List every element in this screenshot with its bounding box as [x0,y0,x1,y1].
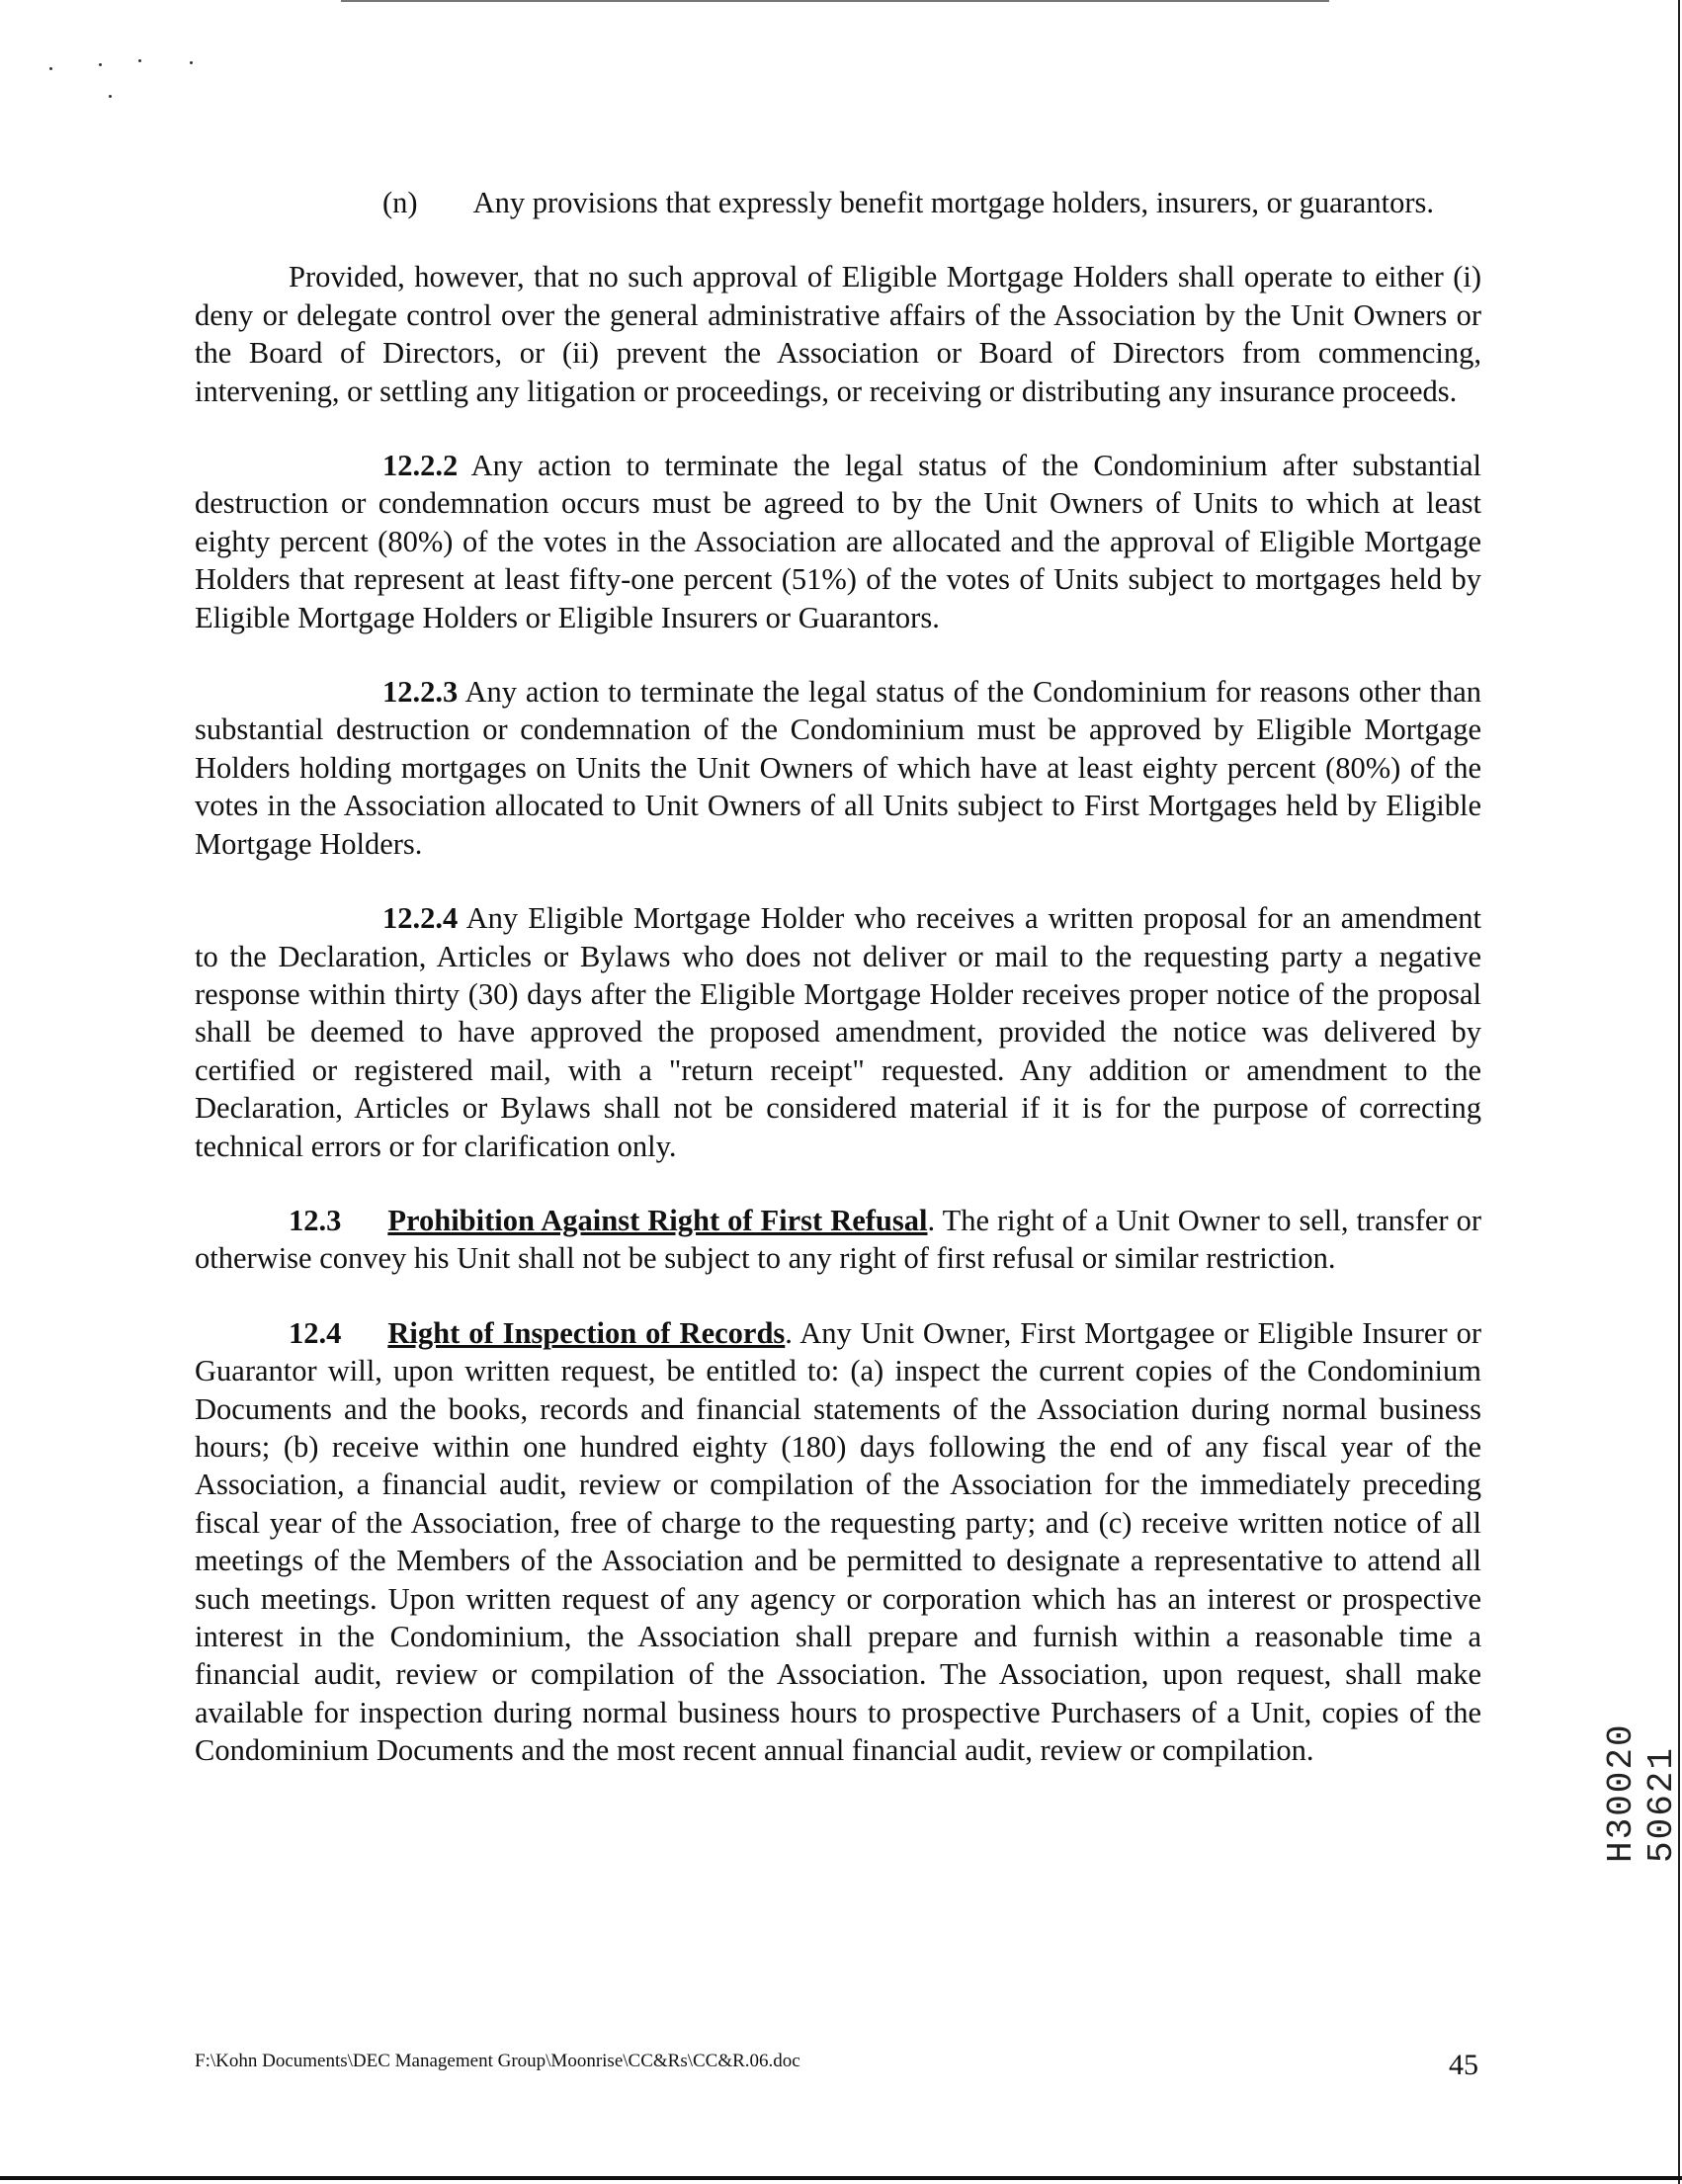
scan-speck [99,63,102,66]
bottom-edge-rule [0,2176,1682,2180]
item-text: Any provisions that expressly benefit mortgage holders, insurers, or guarantors. [472,186,1434,219]
section-number: 12.3 [289,1203,342,1237]
scan-speck [190,61,193,64]
scan-speck [138,59,141,62]
scan-speck [49,67,52,70]
paragraph-n [195,184,1481,221]
section-text: The right of a Unit Owner to sell, transfer or otherwise convey his Unit shall not be subject to any right of first refusal or similar restriction. [195,1203,1481,1276]
page-number: 45 [1449,2049,1478,2081]
section-12-2-2 [195,447,1481,636]
section-12-4: 12.4 Right of Inspection of Records. Any Unit Owner, First Mortgagee or Eligible Insurer or Guarantor will, upon written request, be entitled to: (a) inspect the current copies of the Condominium Documents and the books, records and financial statements of the Association during normal business hours; (b) receive within one hundred eighty (180) days following the end of any fiscal year of the Association, a financial audit, review or compilation of the Association for the immediately preceding fiscal year of the Association, free of charge to the requesting party; and (c) receive written notice of all meetings of the Members of the Association and be permitted to designate a representative to attend all such meetings. Upon written request of any agency or corporation which has an interest or prospective interest in the Condominium, the Association shall prepare and furnish within a reasonable time a financial audit, review or compilation of the Association. The Association, upon request, shall make available for inspection during normal business hours to prospective Purchasers of a Unit, copies of the Condominium Documents and the most recent annual financial audit, review or compilation. [195,1315,1481,1768]
section-text: Any action to terminate the legal status of the Condominium after substantial destruction or condemnation occurs must be agreed to by the Unit Owners of Units to which at least eighty percent (80%) of the votes in the Association are allocated and the approval of Eligible Mortgage Holders that represent at least fifty-one percent (51%) of the votes of Units subject to mortgages held by Eligible Mortgage Holders or Eligible Insurers or Guarantors. [195,449,1481,634]
section-title: Right of Inspection of Records [387,1315,786,1350]
section-12-2-3 [195,673,1481,863]
scan-speck [109,95,112,98]
top-rule [341,0,1329,2]
item-label: (n) [382,186,418,219]
document-body [195,184,1481,1770]
section-text: Any Eligible Mortgage Holder who receives a written proposal for an amendment to the Declaration, Articles or Bylaws who does not deliver or mail to the requesting party a negative response within thirty (30) days after the Eligible Mortgage Holder receives proper notice of the proposal shall be deemed to have approved the proposed amendment, provided the notice was delivered by certified or registered mail, with a "return receipt" requested. Any addition or amendment to the Declaration, Articles or Bylaws shall not be considered material if it is for the purpose of correcting technical errors or for clarification only. [195,901,1481,1163]
section-12-2-4 [195,899,1481,1165]
footer-file-path: F:\Kohn Documents\DEC Management Group\Moonrise\CC&Rs\CC&R.06.doc [195,2051,800,2071]
section-number: 12.2.4 [382,901,459,936]
section-text: Any Unit Owner, First Mortgagee or Eligible Insurer or Guarantor will, upon written request, be entitled to: (a) inspect the current copies of the Condominium Documents and the books, records and financial statements of the Association during normal business hours; (b) receive within one hundred eighty (180) days following the end of any fiscal year of the Association, a financial audit, review or compilation of the Association for the immediately preceding fiscal year of the Association, free of charge to the requesting party; and (c) receive written notice of all meetings of the Members of the Association and be permitted to designate a representative to attend all such meetings. Upon written request of any agency or corporation which has an interest or prospective interest in the Condominium, the Association shall prepare and furnish within a reasonable time a financial audit, review or compilation of the Association. The Association, upon request, shall make available for inspection during normal business hours to prospective Purchasers of a Unit, copies of the Condominium Documents and the most recent annual financial audit, review or compilation. [195,1315,1481,1768]
section-12-3: 12.3 Prohibition Against Right of First Refusal. The right of a Unit Owner to sell, transfer or otherwise convey his Unit shall not be subject to any right of first refusal or similar restriction. [195,1203,1481,1276]
section-number: 12.2.2 [382,449,459,483]
section-number: 12.4 [289,1315,342,1350]
section-number: 12.2.3 [382,675,459,710]
filing-stamp: H30020 50621 [1601,1722,1682,1863]
section-title: Prohibition Against Right of First Refusal [387,1203,928,1237]
section-text: Any action to terminate the legal status of the Condominium for reasons other than substantial destruction or condemnation of the Condominium must be approved by Eligible Mortgage Holders holding mortgages on Units the Unit Owners of which have at least eighty percent (80%) of the votes in the Association allocated to Unit Owners of all Units subject to First Mortgages held by Eligible Mortgage Holders. [195,675,1481,861]
proviso-paragraph: Provided, however, that no such approval of Eligible Mortgage Holders shall operate to either (i) deny or delegate control over the general administrative affairs of the Association by the Unit Owners or the Board of Directors, or (ii) prevent the Association or Board of Directors from commencing, intervening, or settling any litigation or proceedings, or receiving or distributing any insurance proceeds. [195,260,1481,408]
